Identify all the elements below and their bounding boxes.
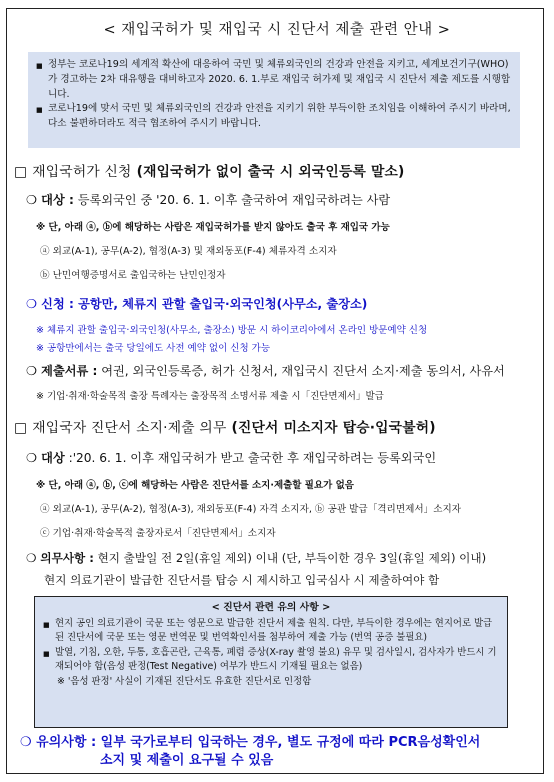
notice-item xyxy=(36,58,512,102)
s1-apply: ❍ 신청 : 공항만, 체류지 관할 출입국·외국인청(사무소, 출장소) xyxy=(26,297,368,311)
note-item-text: 현지 공인 의료기관이 국문 또는 영문으로 발급한 진단서 제출 원칙. 다만, 부득이한 경우에는 현지어로 발급된 진단서에 국문 또는 영문 번역문 및 번역확인서를 첨부하여 제출 가능 (번역 공증 불필요) xyxy=(55,617,493,644)
notice-box xyxy=(28,52,520,148)
section-1-title: 재입국허가 신청 xyxy=(32,164,132,180)
note-box-heading: < 진단서 관련 유의 사항 > xyxy=(211,602,331,613)
s2-exception: ※ 단, 아래 ⓐ, ⓑ, ⓒ에 해당하는 사람은 진단서를 소지·제출할 필요가 없음 xyxy=(36,480,354,491)
s1-target-label: ❍ 대상 : xyxy=(26,193,74,207)
diagnosis-note-box xyxy=(34,596,508,728)
s1-docs xyxy=(26,362,505,379)
s1-exception-b: ⓑ 난민여행증명서로 출입국하는 난민인정자 xyxy=(40,270,226,281)
section-1-heading xyxy=(14,160,405,180)
square-bullet-icon: ■ xyxy=(36,106,43,115)
square-bullet-icon: ■ xyxy=(43,620,50,629)
section-2-heading xyxy=(14,416,436,436)
section-2-title: 재입국자 진단서 소지·제출 의무 xyxy=(32,420,227,436)
s2-exception-c: ⓒ 기업·취재·학술목적 출장자로서「진단면제서」소지자 xyxy=(40,528,276,539)
s1-docs-label: ❍ 제출서류 : xyxy=(26,364,98,378)
note-sub-item: ※ '음성 판정' 사실이 기재된 진단서도 유효한 진단서로 인정함 xyxy=(57,675,312,687)
s1-docs-note: ※ 기업·취재·학술목적 출장 특례자는 출장목적 소명서류 제출 시「진단면제서」발급 xyxy=(36,391,384,402)
s2-duty xyxy=(26,550,486,566)
note-item-text: 발열, 기침, 오한, 두통, 호흡곤란, 근육통, 폐렴 증상(X-ray 촬영 불요) 유무 및 검사일시, 검사자가 반드시 기재되어야 함(음성 판정(Test Negative) 여부가 반드시 기재될 필요는 없음) xyxy=(55,646,497,673)
notice-text: 정부는 코로나19의 세계적 확산에 대응하여 국민 및 체류외국인의 건강과 안전을 지키고, 세계보건기구(WHO)가 경고하는 2차 대유행을 대비하고자 2020. 6. 1.부로 재입국 허가제 및 재입국 시 진단서 제출 제도를 시행합니다. xyxy=(48,59,511,100)
s2-target-text: :'20. 6. 1. 이후 재입국허가 받고 출국한 후 재입국하려는 등록외국인 xyxy=(68,451,437,465)
s2-duty-label: ❍ 의무사항 : xyxy=(26,551,94,565)
note-item xyxy=(43,646,499,675)
square-bullet-icon: ■ xyxy=(43,649,50,658)
final-caution-line-2: 소지 및 제출이 요구될 수 있음 xyxy=(100,753,274,768)
checkbox-square-icon: □ xyxy=(14,164,28,180)
checkbox-square-icon: □ xyxy=(14,420,28,436)
s2-duty-text-2: 현지 의료기관이 발급한 진단서를 탑승 시 제시하고 입국심사 시 제출하여야 함 xyxy=(44,573,440,587)
square-bullet-icon: ■ xyxy=(36,62,43,70)
s2-duty-text-1: 현지 출발일 전 2일(휴일 제외) 이내 (단, 부득이한 경우 3일(휴일 제외) 이내) xyxy=(97,551,487,565)
s2-exception-ab: ⓐ 외교(A-1), 공무(A-2), 협정(A-3), 재외동포(F-4) 자격 소지자, ⓑ 공관 발급「격리면제서」소지자 xyxy=(40,504,462,515)
notice-item xyxy=(36,102,512,132)
final-caution-line-1: ❍ 유의사항 : 일부 국가로부터 입국하는 경우, 별도 규정에 따라 PCR음성확인서 xyxy=(20,735,481,750)
s1-apply-note-1: ※ 체류지 관할 출입국·외국인청(사무소, 출장소) 방문 시 하이코리아에서 온라인 방문예약 신청 xyxy=(36,325,428,336)
s1-exception: ※ 단, 아래 ⓐ, ⓑ에 해당하는 사람은 재입국허가를 받지 않아도 출국 후 재입국 가능 xyxy=(36,222,390,233)
page-title: < 재입국허가 및 재입국 시 진단서 제출 관련 안내 > xyxy=(103,22,451,38)
section-1-title-bold: (재입국허가 없이 출국 시 외국인등록 말소) xyxy=(136,164,405,180)
note-item xyxy=(43,617,499,646)
final-caution xyxy=(20,734,480,770)
section-2-title-bold: (진단서 미소지자 탑승·입국불허) xyxy=(231,420,436,436)
s1-exception-a: ⓐ 외교(A-1), 공무(A-2), 협정(A-3) 및 재외동포(F-4) 체류자격 소지자 xyxy=(40,246,337,257)
s1-docs-text: 여권, 외국인등록증, 허가 신청서, 재입국시 진단서 소지·제출 동의서, 사유서 xyxy=(101,364,505,378)
s2-target-label: ❍ 대상 xyxy=(26,451,65,465)
s1-target xyxy=(26,191,390,208)
s1-apply-note-2: ※ 공항만에서는 출국 당일에도 사전 예약 없이 신청 가능 xyxy=(36,343,271,354)
s2-target xyxy=(26,449,436,466)
s1-target-text: 등록외국인 중 '20. 6. 1. 이후 출국하여 재입국하려는 사람 xyxy=(77,193,391,207)
notice-text: 코로나19에 맞서 국민 및 체류외국인의 건강과 안전을 지키기 위한 부득이한 조치임을 이해하여 주시기 바라며, 다소 불편하더라도 적극 협조하여 주시기 바랍니다. xyxy=(48,103,511,130)
